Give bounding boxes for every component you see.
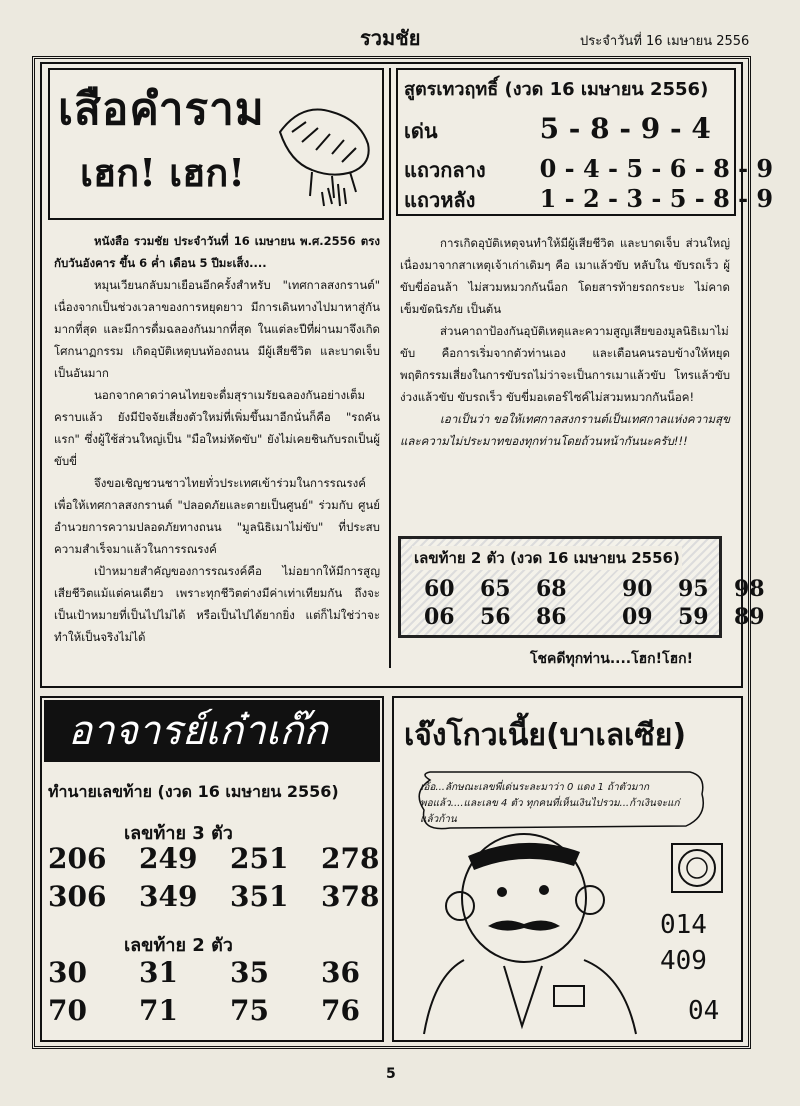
formula-label: เด่น <box>404 119 438 143</box>
article-paragraph: นอกจากคาดว่าคนไทยจะดื่มสุราเมรัยฉลองกันอย่างเต็มคราบแล้ว ยังมีปัจจัยเสี่ยงตัวใหม่ที่เพิ่มขึ้นมาอีกนั่นก็คือ "รถคันแรก" ซึ่งผู้ใช้ส่วนใหญ่เป็น "มือใหม่หัดขับ" ยังไม่เคยชินกับรถเป็นผู้ขับขี่ <box>54 388 380 468</box>
handwritten-number: 409 <box>660 946 707 976</box>
number: 70 <box>48 994 87 1027</box>
number: 59 <box>678 604 709 630</box>
formula-title: สูตรเทวฤทธิ์ (งวด 16 เมษายน 2556) <box>404 79 709 100</box>
number: 306 <box>48 880 107 913</box>
number: 30 <box>48 956 87 989</box>
right-article <box>400 232 730 452</box>
handwritten-number: 04 <box>688 996 720 1026</box>
two-digit-row <box>48 956 412 989</box>
drum-icon <box>666 838 728 898</box>
number: 251 <box>230 842 289 875</box>
jeng-title: เจ๊งโกวเนี้ย(บาเลเซีย) <box>404 718 687 753</box>
number: 95 <box>678 576 709 602</box>
cartoon-man <box>404 826 654 1036</box>
number: 60 <box>424 576 455 602</box>
two-digit-title: เลขท้าย 2 ตัว <box>124 935 233 956</box>
last-two-row <box>424 576 790 602</box>
formula-row <box>404 112 711 147</box>
formula-label: แถวกลาง <box>404 158 486 182</box>
article-paragraph: การเกิดอุบัติเหตุจนทำให้มีผู้เสียชีวิต และบาดเจ็บ ส่วนใหญ่เนื่องมาจากสาเหตุเจ้าเก่าเดิมๆ คือ เมาแล้วขับ หลับใน ขับรถเร็ว ผู้ขับขี่อ่อนล้า ไม่สวมหมวกกันน็อก โดยสารท้ายรถกระบะ ไม่คาดเข็มขัดนิรภัย เป็นต้น <box>400 236 730 316</box>
article-paragraph: หนังสือ รวมชัย ประจำวันที่ 16 เมษายน พ.ศ.2556 ตรงกับวันอังคาร ขึ้น 6 ค่ำ เดือน 5 ปีมะเส็ง.... <box>54 234 380 270</box>
number: 206 <box>48 842 107 875</box>
number: 31 <box>139 956 178 989</box>
article-paragraph: เอาเป็นว่า ขอให้เทศกาลสงกรานต์เป็นเทศกาลแห่งความสุข และความไม่ประมาทของทุกท่านโดยถ้วนหน้ากันนะครับ!!! <box>400 412 730 448</box>
number: 278 <box>321 842 380 875</box>
left-article <box>54 230 380 648</box>
three-digit-row <box>48 880 412 913</box>
article-paragraph: จึงขอเชิญชวนชาวไทยทั่วประเทศเข้าร่วมในการรณรงค์ เพื่อให้เทศกาลสงกรานต์ "ปลอดภัยและตายเป็นศูนย์" ร่วมกับ ศูนย์อำนวยการความปลอดภัยทางถนน "มูลนิธิเมาไม่ขับ" ที่ประสบความสำเร็จมาแล้วในการรณรงค์ <box>54 476 380 556</box>
three-digit-title: เลขท้าย 3 ตัว <box>124 823 233 844</box>
good-luck-text: โชคดีทุกท่าน....โฮก!โฮก! <box>530 651 693 667</box>
formula-row <box>404 154 773 186</box>
number: 349 <box>139 880 198 913</box>
tiger-subtitle: เฮก! เฮก! <box>80 150 245 195</box>
number: 71 <box>139 994 178 1027</box>
number: 378 <box>321 880 380 913</box>
number: 76 <box>321 994 360 1027</box>
ajarn-title: อาจารย์เก๋าเก๊ก <box>44 700 380 762</box>
handwritten-number: 014 <box>660 910 707 940</box>
number: 89 <box>734 604 765 630</box>
number: 56 <box>480 604 511 630</box>
number: 249 <box>139 842 198 875</box>
number: 35 <box>230 956 269 989</box>
article-paragraph: หมุนเวียนกลับมาเยือนอีกครั้งสำหรับ "เทศกาลสงกรานต์" เนื่องจากเป็นช่วงเวลาของการหยุดยาว มีการเดินทางไปมาหาสู่กันมากที่สุด และมีการดื่มฉลองกันมากที่สุด ในแต่ละปีที่ผ่านมาจึงเกิดโศกนาฏกรรม เกิดอุบัติเหตุบนท้องถนน มีผู้เสียชีวิต และบาดเจ็บเป็นอันมาก <box>54 278 380 380</box>
tiger-title: เสือคำราม <box>58 84 265 135</box>
last-two-row <box>424 604 790 630</box>
dateline: ประจำวันที่ 16 เมษายน 2556 <box>580 34 750 49</box>
prediction-title: ทำนายเลขท้าย (งวด 16 เมษายน 2556) <box>48 782 339 801</box>
formula-value: 0 - 4 - 5 - 6 - 8 - 9 <box>539 154 774 183</box>
number: 06 <box>424 604 455 630</box>
number: 351 <box>230 880 289 913</box>
two-digit-row <box>48 994 412 1027</box>
article-paragraph: ส่วนคาถาป้องกันอุบัติเหตุและความสูญเสียของมูลนิธิเมาไม่ขับ คือการเริ่มจากตัวท่านเอง และเตือนคนรอบข้างให้หยุดพฤติกรรมเสี่ยงในการขับรถไม่ว่าจะเป็นการเมาแล้วขับ โทรแล้วขับ ง่วงแล้วขับ ขับรถเร็ว ขับขี่มอเตอร์ไซค์ไม่สวมหมวกกันน็อค! <box>400 324 730 404</box>
column-separator <box>389 68 391 668</box>
number: 98 <box>734 576 765 602</box>
number: 36 <box>321 956 360 989</box>
speech-bubble-text: เอ้อ...ลักษณะเลขพี่เด่นระละมาว่า 0 แดง 1 ถ้าตัวมากพอแล้ว....และเลข 4 ตัว ทุกคนที่เห็นเงินไปรวม...ก้าเงินจะแก่แล้วก้าน <box>420 782 680 825</box>
three-digit-row <box>48 842 412 875</box>
number: 90 <box>622 576 653 602</box>
number: 09 <box>622 604 653 630</box>
formula-value: 5 - 8 - 9 - 4 <box>539 112 711 145</box>
masthead: รวมชัย <box>360 26 421 50</box>
number: 75 <box>230 994 269 1027</box>
last-two-title: เลขท้าย 2 ตัว (งวด 16 เมษายน 2556) <box>412 546 682 570</box>
article-paragraph: เป้าหมายสำคัญของการรณรงค์คือ ไม่อยากให้มีการสูญเสียชีวิตแม้แต่คนเดียว เพราะทุกชีวิตต่างมีค่าเท่าเทียมกัน ถึงจะเป็นเป้าหมายที่เป็นไปไม่ได้ หรือเป็นไปได้ยากยิ่ง แต่ก็ไม่ใช่ว่าจะทำให้เป็นจริงไม่ได้ <box>54 564 380 644</box>
tiger-icon <box>272 92 376 212</box>
number: 86 <box>536 604 567 630</box>
number: 68 <box>536 576 567 602</box>
formula-value: 1 - 2 - 3 - 5 - 8 - 9 <box>539 184 774 213</box>
formula-row <box>404 184 773 216</box>
page-number: 5 <box>386 1066 396 1082</box>
formula-label: แถวหลัง <box>404 188 476 212</box>
number: 65 <box>480 576 511 602</box>
